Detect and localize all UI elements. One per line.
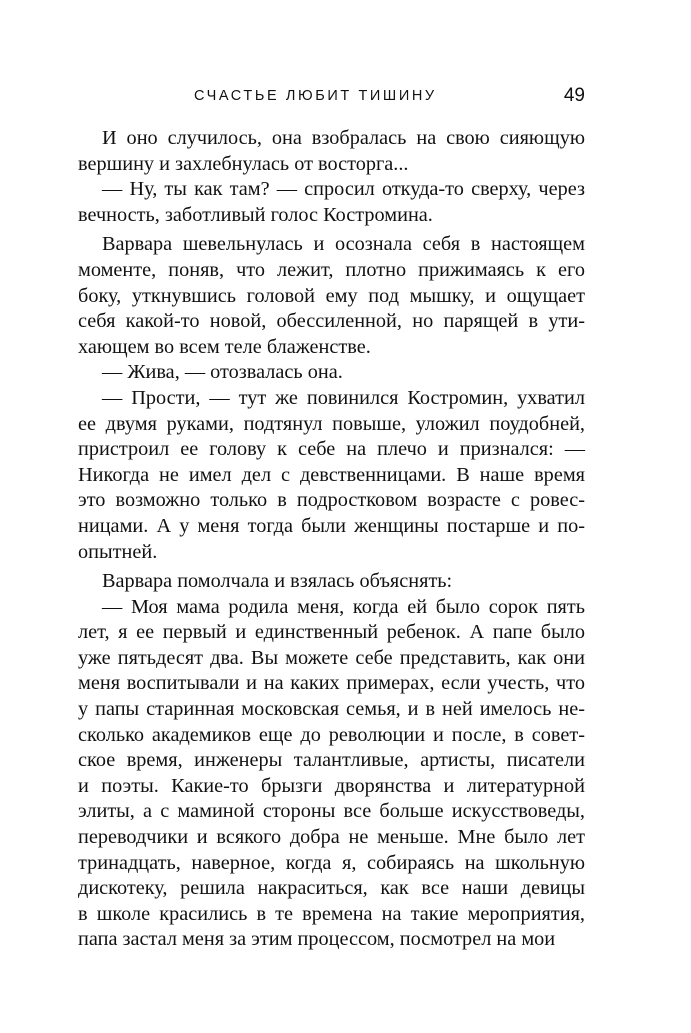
- text-line: переводчики и всякого добра не меньше. Мне было лет: [78, 826, 585, 849]
- text-line: себя какой-то новой, обессиленной, но парящей в ути-: [78, 310, 585, 333]
- text-line: Варвара шевельнулась и осознала себя в настоящем: [102, 233, 585, 256]
- text-line: — Жива, — отозвалась она.: [102, 361, 343, 384]
- text-line: меня воспитывали и на каких примерах, если учесть, что: [78, 672, 585, 695]
- text-line: Никогда не имел дел с девственницами. В наше время: [78, 463, 585, 486]
- text-line: Варвара помолчала и взялась объяснять:: [102, 570, 453, 593]
- text-line: опытней.: [78, 540, 158, 563]
- text-line: тринадцать, наверное, когда я, собираясь на школьную: [78, 851, 585, 874]
- paragraph: [78, 569, 585, 595]
- text-line: лет, я ее первый и единственный ребенок. А папе было: [78, 621, 585, 644]
- text-line: ницами. А у меня тогда были женщины постарше и по-: [78, 514, 585, 537]
- page-number: 49: [563, 85, 585, 106]
- page-header: [78, 86, 585, 126]
- paragraph: [78, 126, 585, 177]
- text-line: сколько академиков еще до революции и после, в совет-: [78, 723, 585, 746]
- text-line: — Прости, — тут же повинился Костромин, ухватил: [102, 386, 585, 409]
- text-line: у папы старинная московская семья, и в ней имелось не-: [78, 698, 585, 721]
- text-line: дискотеку, решила накраситься, как все наши девицы: [78, 877, 585, 900]
- text-line: уже пятьдесят два. Вы можете себе представить, как они: [78, 646, 585, 669]
- paragraph: [78, 177, 585, 228]
- text-line: боку, уткнувшись головой ему под мышку, и ощущает: [78, 284, 585, 307]
- paragraph: [78, 360, 585, 386]
- text-line: это возможно только в подростковом возрасте с ровес-: [78, 489, 585, 512]
- text-line: — Моя мама родила меня, когда ей было сорок пять: [102, 595, 585, 618]
- text-line: — Ну, ты как там? — спросил откуда-то сверху, через: [102, 178, 585, 201]
- text-line: элиты, а с маминой стороны все больше искусствоведы,: [78, 800, 585, 823]
- paragraph: [78, 232, 585, 360]
- paragraph: [78, 386, 585, 565]
- text-line: пристроил ее голову к себе на плечо и признался: —: [78, 438, 585, 461]
- paragraph: [78, 595, 585, 953]
- text-line: папа застал меня за этим процессом, посмотрел на мои: [78, 928, 556, 951]
- running-title: СЧАСТЬЕ ЛЮБИТ ТИШИНУ: [194, 88, 437, 104]
- text-line: вершину и захлебнулась от восторга...: [78, 152, 409, 175]
- text-line: и поэты. Какие-то брызги дворянства и литературной: [78, 774, 585, 797]
- text-line: ее двумя руками, подтянул повыше, уложил поудобней,: [78, 412, 585, 435]
- text-line: ское время, инженеры талантливые, артисты, писатели: [78, 749, 585, 772]
- text-line: моменте, поняв, что лежит, плотно прижимаясь к его: [78, 258, 585, 281]
- text-line: хающем во всем теле блаженстве.: [78, 335, 371, 358]
- body-text: [78, 126, 585, 953]
- book-page: [78, 86, 585, 953]
- text-line: И оно случилось, она взобралась на свою сияющую: [102, 127, 585, 149]
- text-line: вечность, заботливый голос Костромина.: [78, 203, 433, 226]
- text-line: в школе красились в те времена на такие мероприятия,: [78, 902, 585, 925]
